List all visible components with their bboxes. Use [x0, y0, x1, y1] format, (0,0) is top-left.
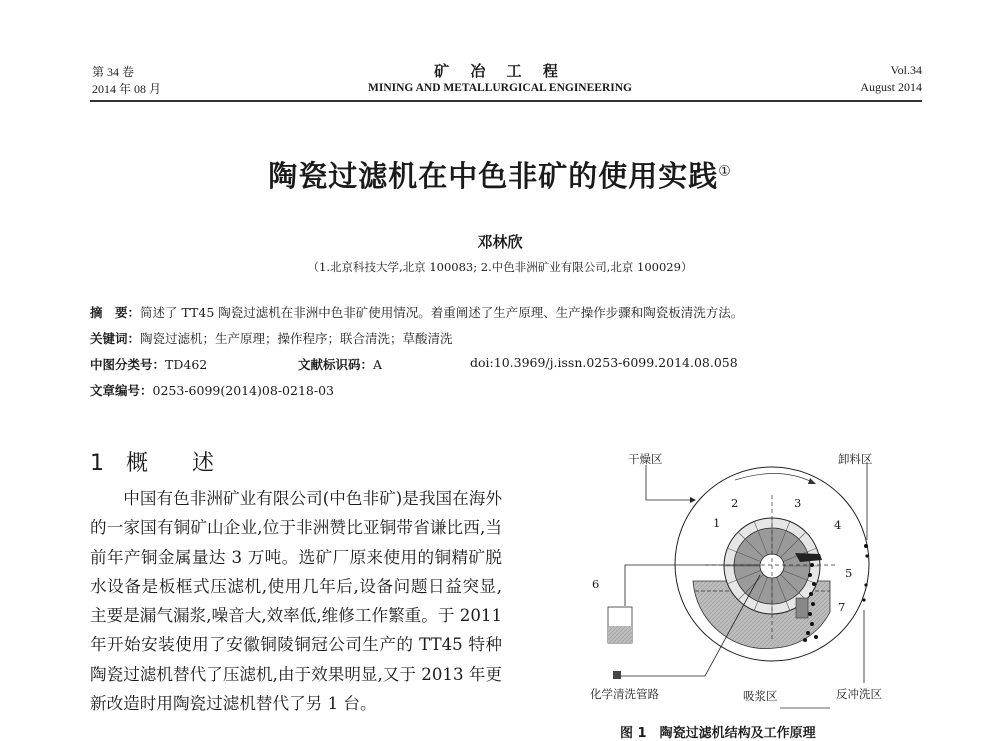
label-num-3: 3 [794, 496, 802, 510]
label-num-5: 5 [845, 566, 853, 580]
date-en: August 2014 [860, 80, 922, 94]
clc-label: 中图分类号： [90, 357, 166, 372]
journal-name-en: MINING AND METALLURGICAL ENGINEERING [367, 82, 632, 94]
affiliation: （1.北京科技大学,北京 100083; 2.中色非洲矿业有限公司,北京 100029） [307, 260, 693, 274]
keywords [90, 329, 453, 347]
articleno-value: 0253-6099(2014)08-0218-03 [152, 383, 334, 398]
title-text: 陶瓷过滤机在中色非矿的使用实践 [268, 159, 719, 193]
label-num-2: 2 [731, 496, 739, 510]
document-code [298, 355, 382, 373]
section-body [90, 484, 502, 718]
keywords-text: 陶瓷过滤机；生产原理；操作程序；联合清洗；草酸清洗 [140, 331, 453, 346]
abstract [90, 303, 743, 321]
classification [90, 355, 207, 373]
label-num-1: 1 [713, 516, 721, 530]
pump-icon [613, 671, 621, 679]
keywords-label: 关键词： [90, 331, 141, 346]
header-rule [90, 100, 922, 102]
author: 邓林欣 [477, 233, 523, 251]
label-discharge-zone: 卸料区 [838, 452, 873, 466]
figure-caption: 图 1 陶瓷过滤机结构及工作原理 [620, 726, 816, 741]
label-num-4: 4 [834, 518, 842, 532]
filter-diagram [590, 440, 920, 720]
article-number [90, 381, 334, 399]
clc-value: TD462 [165, 357, 208, 372]
label-dry-zone: 干燥区 [628, 452, 663, 466]
articleno-label: 文章编号： [90, 383, 153, 398]
issue-date: 2014 年 08 月 [92, 82, 162, 96]
abstract-text: 简述了 TT45 陶瓷过滤机在非洲中色非矿使用情况。着重阐述了生产原理、生产操作步骤和陶瓷板清洗方法。 [140, 305, 744, 320]
title-footnote-mark: ① [718, 163, 732, 180]
volume-en: Vol.34 [890, 63, 922, 77]
body-paragraph: 中国有色非洲矿业有限公司(中色非矿)是我国在海外的一家国有铜矿山企业,位于非洲赞比亚铜带省谦比西,当前年产铜金属量达 3 万吨。选矿厂原来使用的铜精矿脱水设备是板框式压滤机,使用几年后,设备问题日益突显,主要是漏气漏浆,噪音大,效率低,维修工作繁重。于 2011 年开始安装使用了安徽铜陵铜冠公司生产的 TT45 特种陶瓷过滤机替代了压滤机,由于效果明显,又于 2013 年更新改造时用陶瓷过滤机替代了另 1 台。 [90, 489, 502, 714]
section-heading: 1 概 述 [90, 451, 214, 476]
label-backwash-zone: 反冲洗区 [836, 687, 882, 701]
journal-name-cn: 矿 冶 工 程 [434, 62, 566, 80]
abstract-label: 摘 要： [90, 305, 141, 320]
label-chem-clean-pipe: 化学清洗管路 [590, 687, 659, 701]
doccode-value: A [373, 357, 383, 372]
doi[interactable]: doi:10.3969/j.issn.0253-6099.2014.08.058 [470, 355, 738, 370]
label-num-6: 6 [592, 577, 600, 591]
volume-label: 第 34 卷 [92, 65, 135, 79]
doccode-label: 文献标识码： [298, 357, 374, 372]
article-title [0, 154, 1000, 195]
label-num-7: 7 [838, 600, 846, 614]
label-suction-zone: 吸浆区 [743, 689, 778, 703]
